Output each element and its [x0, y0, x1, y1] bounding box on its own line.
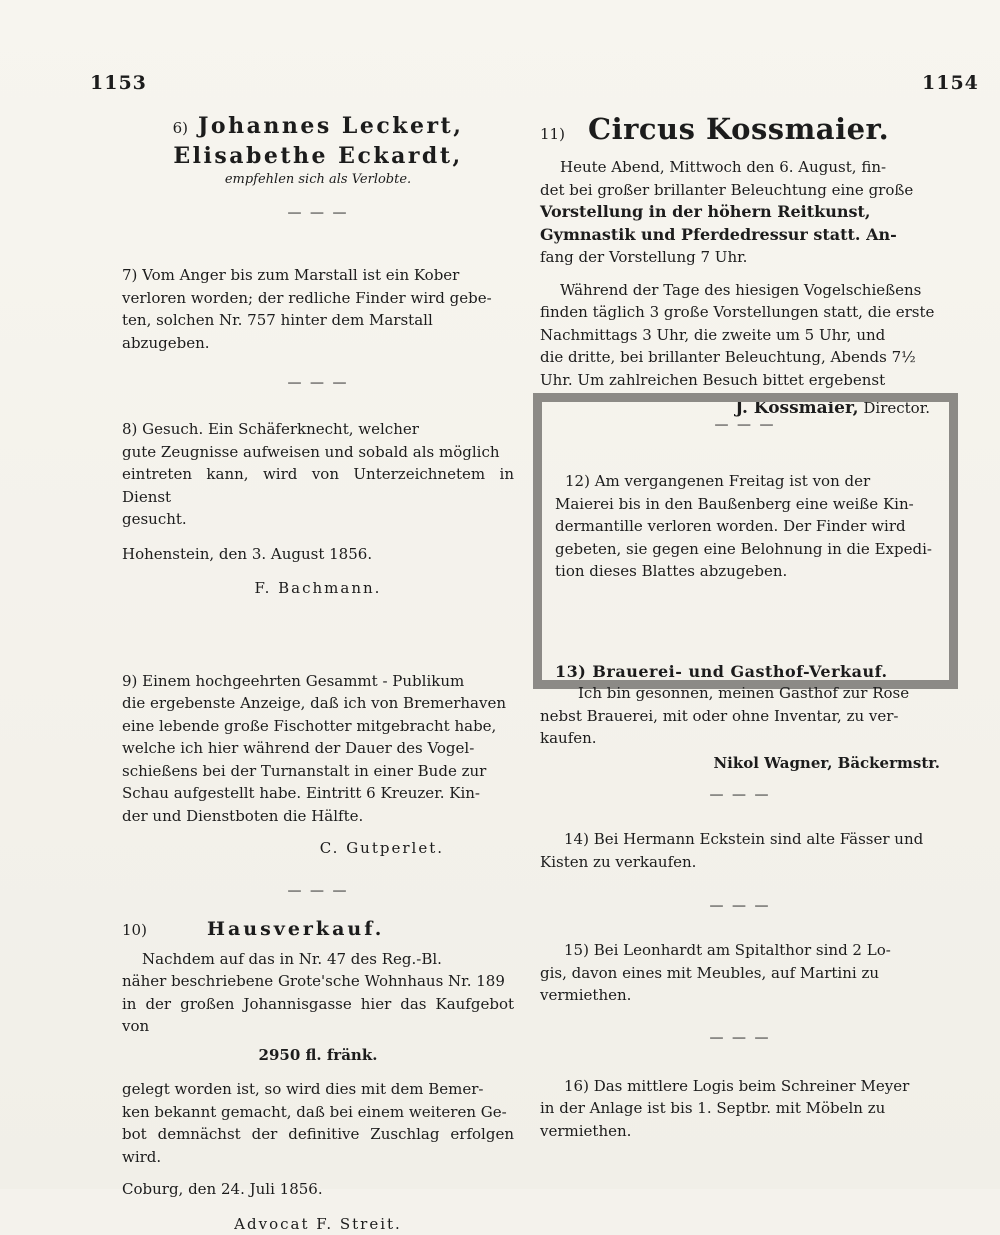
- notice-16: [540, 1075, 940, 1143]
- notice-8-signature: F. Bachmann.: [122, 577, 514, 600]
- notice-6-name-2: Elisabethe Eckardt,: [122, 142, 514, 170]
- notice-12-line: gebeten, sie gegen eine Belohnung in die Expedi-: [555, 538, 935, 561]
- notice-9-line: welche ich hier während der Dauer des Vogel-: [122, 737, 514, 760]
- notice-7: [122, 264, 514, 354]
- notice-10-line: näher beschriebene Grote'sche Wohnhaus Nr. 189: [122, 970, 514, 993]
- notice-6-subline: empfehlen sich als Verlobte.: [122, 170, 514, 190]
- notice-12-line: Maierei bis in den Baußenberg eine weiße Kin-: [555, 493, 935, 516]
- notice-10-place-date: Coburg, den 24. Juli 1856.: [122, 1178, 514, 1201]
- notice-15-line: gis, davon eines mit Meubles, auf Martini zu: [540, 962, 940, 985]
- notice-7-line: 7) Vom Anger bis zum Marstall ist ein Kober: [122, 264, 514, 287]
- notice-13-line: Ich bin gesonnen, meinen Gasthof zur Rose: [540, 682, 940, 705]
- notice-9-line: der und Dienstboten die Hälfte.: [122, 805, 514, 828]
- notice-10-line: Nachdem auf das in Nr. 47 des Reg.-Bl.: [122, 948, 514, 971]
- notice-11-line: Gymnastik und Pferdedressur statt. An-: [540, 224, 940, 247]
- notice-13-signature: Nikol Wagner, Bäckermstr.: [540, 752, 940, 775]
- notice-8-line: gute Zeugnisse aufweisen und sobald als möglich: [122, 441, 514, 464]
- notice-16-line: vermiethen.: [540, 1120, 940, 1143]
- notice-13: [540, 682, 940, 774]
- notice-9-line: 9) Einem hochgeehrten Gesammt - Publikum: [122, 670, 514, 693]
- notice-11-line: finden täglich 3 große Vorstellungen statt, die erste: [540, 301, 940, 324]
- right-column: [540, 112, 940, 420]
- notice-10-title: Hausverkauf.: [207, 918, 384, 940]
- notice-11-signature-name: J. Kossmaier,: [735, 398, 858, 418]
- notice-10: [122, 918, 514, 1235]
- notice-13-line: kaufen.: [540, 727, 940, 750]
- notice-14-line: 14) Bei Hermann Eckstein sind alte Fässer und: [540, 828, 940, 851]
- notice-10-signature: Advocat F. Streit.: [122, 1213, 514, 1235]
- notice-6-number: 6): [173, 119, 188, 137]
- notice-8-line: eintreten kann, wird von Unterzeichnetem in Dienst: [122, 463, 514, 508]
- notice-10-line: gelegt worden ist, so wird dies mit dem Bemer-: [122, 1078, 514, 1101]
- page-number-right: 1154: [922, 72, 979, 94]
- notice-6: [122, 112, 514, 222]
- notice-8-line: 8) Gesuch. Ein Schäferknecht, welcher: [122, 418, 514, 441]
- notice-13-title: 13) Brauerei- und Gasthof-Verkauf.: [555, 661, 935, 684]
- notice-10-line: in der großen Johannisgasse hier das Kaufgebot von: [122, 993, 514, 1038]
- page-number-left: 1153: [90, 72, 147, 94]
- notice-11-line: Heute Abend, Mittwoch den 6. August, fin-: [540, 156, 940, 179]
- notice-6-name-1: Johannes Leckert,: [198, 112, 463, 140]
- notice-11-line: Während der Tage des hiesigen Vogelschießens: [540, 279, 940, 302]
- notice-16-line: in der Anlage ist bis 1. Septbr. mit Möbeln zu: [540, 1097, 940, 1120]
- notice-12-line: 12) Am vergangenen Freitag ist von der: [555, 470, 935, 493]
- notice-11-line: Vorstellung in der höhern Reitkunst,: [540, 201, 940, 224]
- notice-10-number: 10): [122, 921, 207, 939]
- notice-11-line: Nachmittags 3 Uhr, die zweite um 5 Uhr, und: [540, 324, 940, 347]
- notice-9: [122, 670, 514, 860]
- left-column: [122, 112, 514, 1235]
- separator: — — —: [540, 1029, 940, 1047]
- notice-11-signature-role: Director.: [863, 399, 930, 417]
- notice-9-line: schießens bei der Turnanstalt in einer Bude zur: [122, 760, 514, 783]
- notice-10-line: bot demnächst der definitive Zuschlag erfolgen wird.: [122, 1123, 514, 1168]
- notice-7-line: ten, solchen Nr. 757 hinter dem Marstall abzugeben.: [122, 309, 514, 354]
- notice-11-number: 11): [540, 125, 588, 143]
- notice-15: [540, 939, 940, 1007]
- notice-11: [540, 112, 940, 420]
- notice-8: [122, 418, 514, 600]
- notice-12-line: dermantille verloren worden. Der Finder wird: [555, 515, 935, 538]
- separator: — — —: [122, 374, 514, 392]
- notice-11-title: Circus Kossmaier.: [588, 112, 889, 146]
- notice-10-line: ken bekannt gemacht, daß bei einem weiteren Ge-: [122, 1101, 514, 1124]
- notice-13-line: nebst Brauerei, mit oder ohne Inventar, zu ver-: [540, 705, 940, 728]
- notice-15-line: 15) Bei Leonhardt am Spitalthor sind 2 Lo-: [540, 939, 940, 962]
- notice-7-line: verloren worden; der redliche Finder wird gebe-: [122, 287, 514, 310]
- separator: — — —: [555, 416, 935, 434]
- separator: — — —: [540, 897, 940, 915]
- notice-10-amount: 2950 fl. fränk.: [122, 1044, 514, 1067]
- notice-12: [555, 470, 935, 583]
- separator: — — —: [122, 204, 514, 222]
- notice-9-line: die ergebenste Anzeige, daß ich von Bremerhaven: [122, 692, 514, 715]
- notice-9-signature: C. Gutperlet.: [122, 837, 514, 860]
- framed-box-content: [555, 410, 935, 683]
- notice-14-line: Kisten zu verkaufen.: [540, 851, 940, 874]
- notice-11-line: die dritte, bei brillanter Beleuchtung, Abends 7½: [540, 346, 940, 369]
- notice-9-line: eine lebende große Fischotter mitgebracht habe,: [122, 715, 514, 738]
- separator: — — —: [122, 882, 514, 900]
- notice-16-line: 16) Das mittlere Logis beim Schreiner Meyer: [540, 1075, 940, 1098]
- notice-11-line: Uhr. Um zahlreichen Besuch bittet ergebenst: [540, 369, 940, 392]
- notice-12-line: tion dieses Blattes abzugeben.: [555, 560, 935, 583]
- notice-8-line: gesucht.: [122, 508, 514, 531]
- notice-11-line: fang der Vorstellung 7 Uhr.: [540, 246, 940, 269]
- right-column-lower: [540, 682, 940, 1142]
- notice-14: [540, 828, 940, 873]
- notice-8-place-date: Hohenstein, den 3. August 1856.: [122, 543, 514, 566]
- notice-15-line: vermiethen.: [540, 984, 940, 1007]
- notice-11-line: det bei großer brillanter Beleuchtung eine große: [540, 179, 940, 202]
- notice-9-line: Schau aufgestellt habe. Eintritt 6 Kreuzer. Kin-: [122, 782, 514, 805]
- separator: — — —: [540, 786, 940, 804]
